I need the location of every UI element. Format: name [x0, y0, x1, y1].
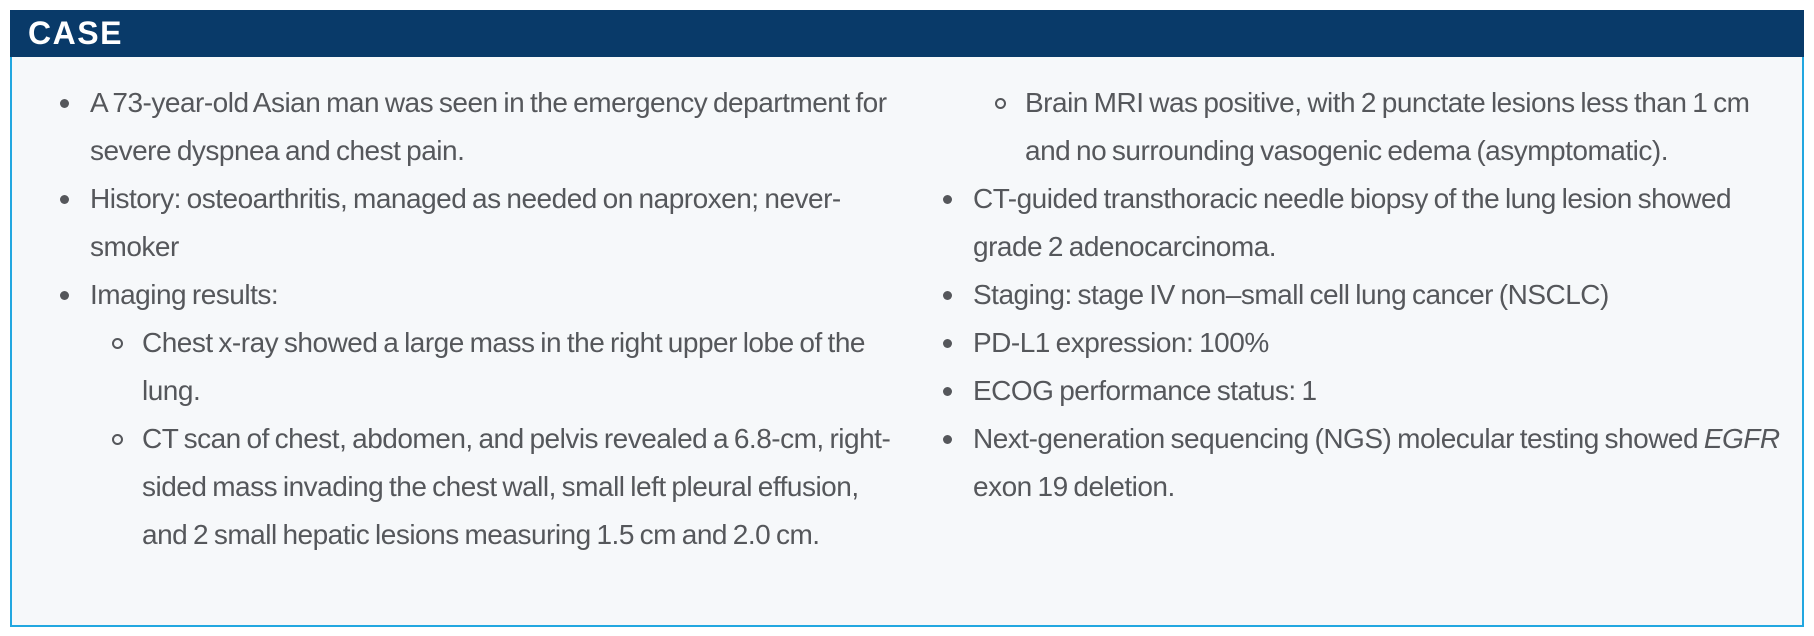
bullet-icon: [943, 319, 973, 348]
text-part: A 73-year-old Asian man was seen in the emergency department for severe dyspnea and chest pain.: [90, 87, 887, 166]
item-text: [973, 415, 1786, 511]
list-item: [943, 271, 1786, 319]
case-header: [10, 10, 1804, 57]
list-item: [112, 415, 903, 559]
case-body: [10, 57, 1804, 627]
list-item: [943, 367, 1786, 415]
text-part: ECOG performance status: 1: [973, 375, 1317, 406]
list-item: [60, 271, 903, 319]
bullet-icon: [60, 271, 90, 300]
item-text: [142, 415, 903, 559]
list-item: [112, 319, 903, 415]
text-part: CT scan of chest, abdomen, and pelvis revealed a 6.8-cm, right-sided mass invading the chest wall, small left pleural effusion, and 2 small hepatic lesions measuring 1.5 cm and 2.0 cm.: [142, 423, 891, 550]
bullet-dot-icon: [943, 387, 952, 396]
bullet-icon: [60, 175, 90, 204]
bullet-circle-icon: [112, 338, 123, 349]
list-item: [943, 319, 1786, 367]
bullet-dot-icon: [60, 291, 69, 300]
sub-bullet-icon: [995, 79, 1025, 109]
text-part: History: osteoarthritis, managed as needed on naproxen; never-smoker: [90, 183, 841, 262]
item-text: [90, 271, 903, 319]
case-title: CASE: [28, 15, 123, 51]
case-column-left: [60, 79, 903, 625]
bullet-icon: [943, 367, 973, 396]
bullet-circle-icon: [112, 434, 123, 445]
bullet-icon: [943, 415, 973, 444]
item-text: [1025, 79, 1786, 175]
bullet-icon: [60, 79, 90, 108]
bullet-dot-icon: [943, 291, 952, 300]
text-part: Staging: stage IV non–small cell lung cancer (NSCLC): [973, 279, 1609, 310]
item-text: [90, 175, 903, 271]
list-item: [943, 415, 1786, 511]
bullet-icon: [943, 271, 973, 300]
bullet-circle-icon: [995, 98, 1006, 109]
bullet-dot-icon: [60, 99, 69, 108]
text-part: Chest x-ray showed a large mass in the right upper lobe of the lung.: [142, 327, 865, 406]
item-text: [973, 175, 1786, 271]
item-text: [142, 319, 903, 415]
text-part: Brain MRI was positive, with 2 punctate lesions less than 1 cm and no surrounding vasogenic edema (asymptomatic).: [1025, 87, 1750, 166]
gene-name-italic: EGFR: [1703, 423, 1780, 454]
case-column-right: [943, 79, 1786, 625]
list-item: [60, 79, 903, 175]
text-part: exon 19 deletion.: [973, 471, 1175, 502]
bullet-dot-icon: [943, 435, 952, 444]
bullet-dot-icon: [943, 339, 952, 348]
bullet-icon: [943, 175, 973, 204]
list-item: [60, 175, 903, 271]
text-part: Next-generation sequencing (NGS) molecular testing showed: [973, 423, 1704, 454]
list-item: [943, 175, 1786, 271]
bullet-dot-icon: [60, 195, 69, 204]
list-item: [995, 79, 1786, 175]
sub-bullet-icon: [112, 415, 142, 445]
text-part: Imaging results:: [90, 279, 279, 310]
bullet-dot-icon: [943, 195, 952, 204]
item-text: [973, 319, 1786, 367]
item-text: [973, 271, 1786, 319]
item-text: [90, 79, 903, 175]
text-part: CT-guided transthoracic needle biopsy of the lung lesion showed grade 2 adenocarcinoma.: [973, 183, 1732, 262]
sub-bullet-icon: [112, 319, 142, 349]
case-card: [10, 10, 1804, 627]
text-part: PD-L1 expression: 100%: [973, 327, 1269, 358]
item-text: [973, 367, 1786, 415]
